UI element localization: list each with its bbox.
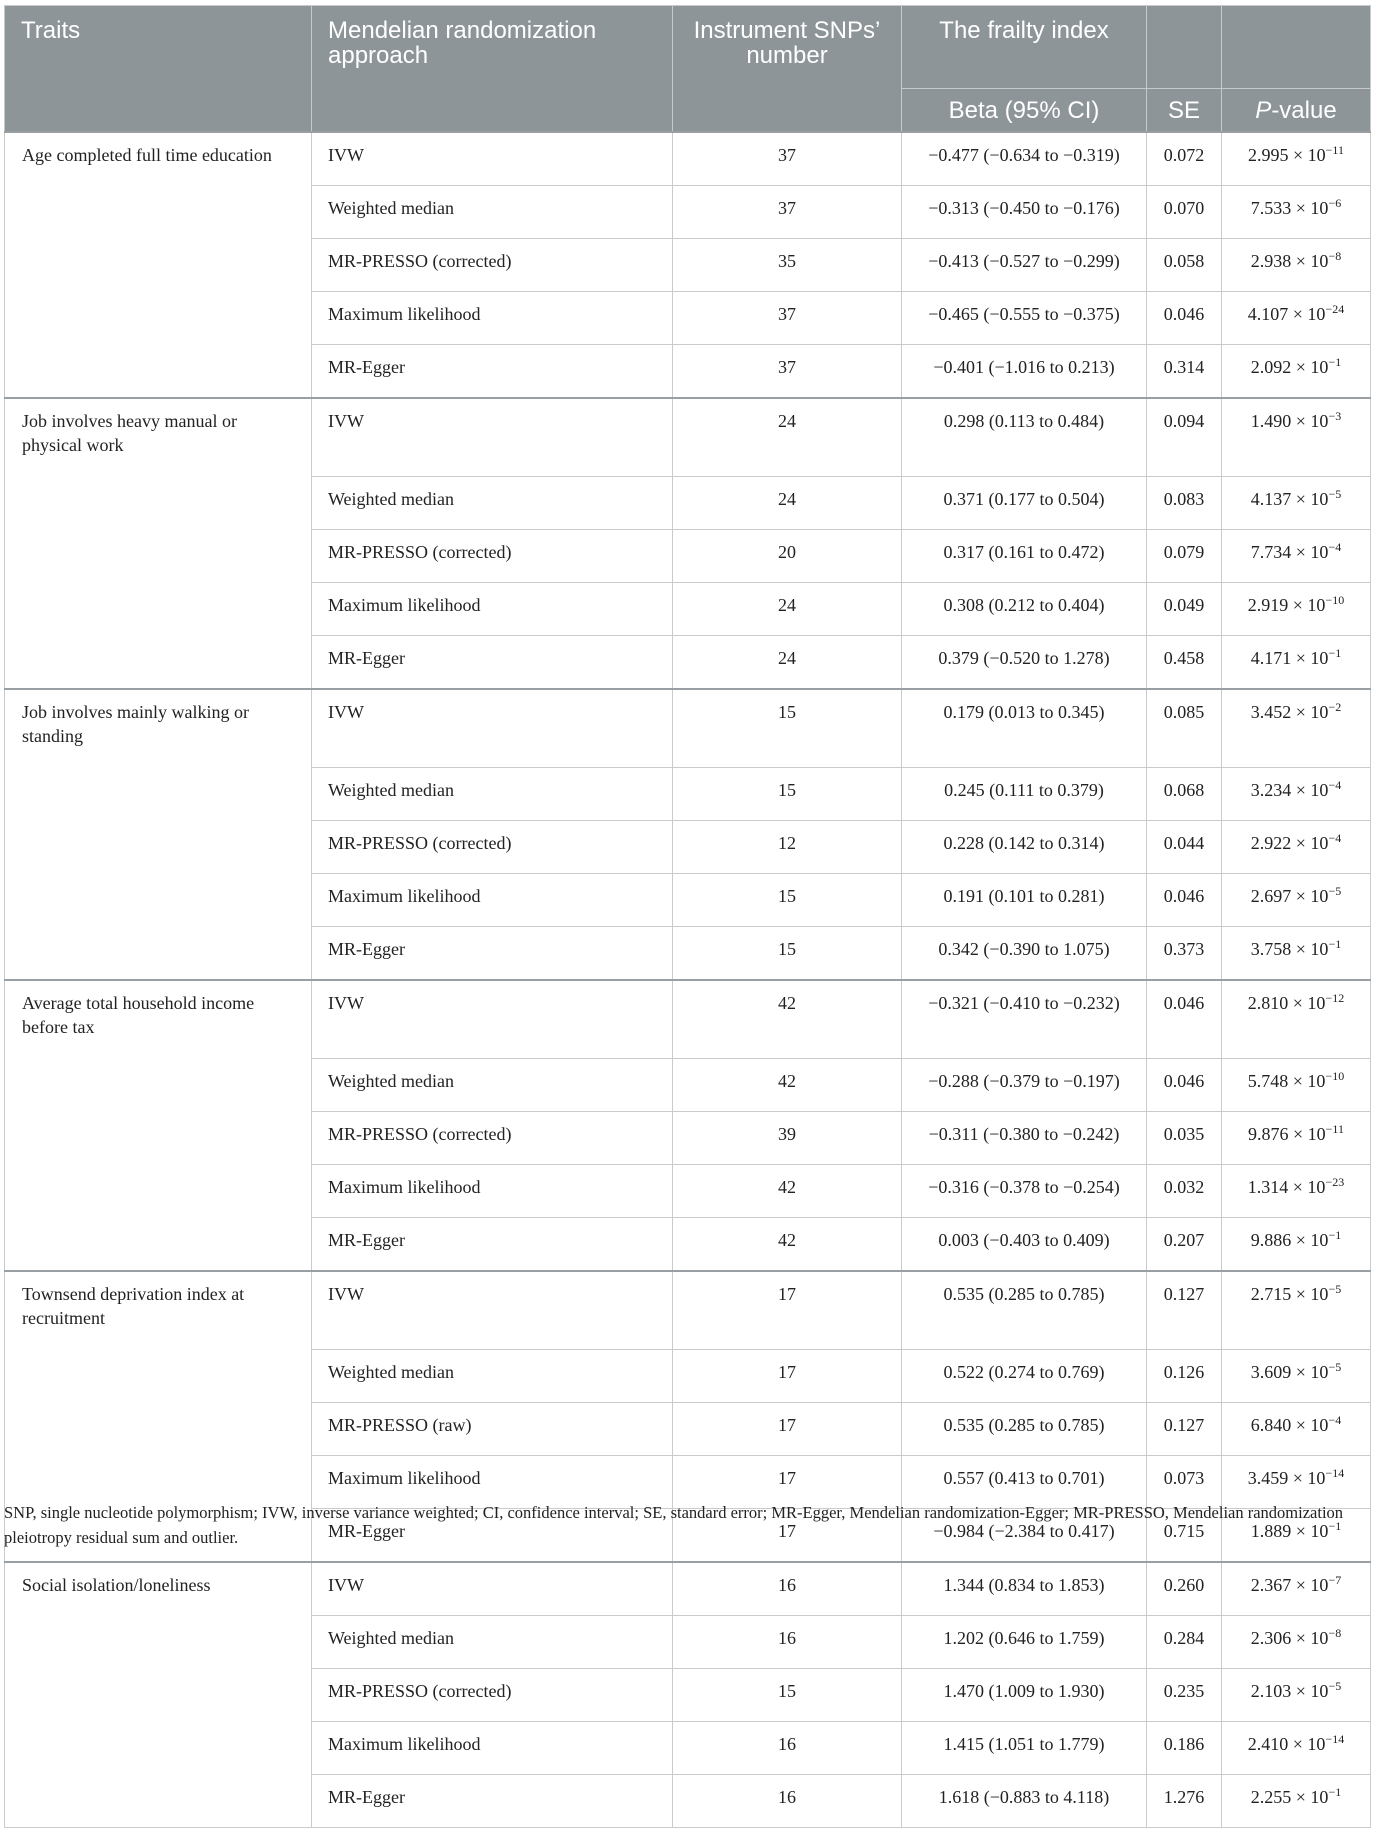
p-value-base: 1.490 × 10 [1250, 411, 1329, 431]
p-value-base: 3.609 × 10 [1250, 1362, 1329, 1382]
p-value-exponent: −8 [1328, 1626, 1342, 1640]
p-value-base: 1.314 × 10 [1247, 1177, 1326, 1197]
p-value-base: 2.697 × 10 [1250, 886, 1329, 906]
p-value-cell [1222, 239, 1371, 292]
p-value-base: 2.092 × 10 [1250, 357, 1329, 377]
p-value-cell [1222, 1669, 1371, 1722]
beta-ci-cell: 1.618 (−0.883 to 4.118) [902, 1775, 1147, 1828]
se-cell: 0.079 [1147, 530, 1222, 583]
p-value-cell [1222, 1271, 1371, 1350]
method-cell: Maximum likelihood [312, 1165, 673, 1218]
method-cell: Maximum likelihood [312, 874, 673, 927]
beta-ci-cell: 1.415 (1.051 to 1.779) [902, 1722, 1147, 1775]
method-cell: MR-PRESSO (corrected) [312, 821, 673, 874]
snp-count-cell: 37 [673, 186, 902, 239]
se-cell: 0.284 [1147, 1616, 1222, 1669]
header-p-rest: -value [1271, 96, 1337, 124]
method-cell: Weighted median [312, 1350, 673, 1403]
beta-ci-cell: −0.984 (−2.384 to 0.417) [902, 1509, 1147, 1563]
method-cell: MR-Egger [312, 927, 673, 981]
beta-ci-cell: 0.317 (0.161 to 0.472) [902, 530, 1147, 583]
p-value-cell [1222, 345, 1371, 399]
trait-cell: Townsend deprivation index at recruitment [5, 1271, 312, 1562]
trait-cell: Job involves mainly walking or standing [5, 689, 312, 980]
mr-results-table [4, 5, 1371, 1828]
p-value-exponent: −23 [1325, 1175, 1345, 1189]
p-value-cell [1222, 1722, 1371, 1775]
header-traits: Traits [5, 6, 312, 133]
beta-ci-cell: −0.465 (−0.555 to −0.375) [902, 292, 1147, 345]
se-cell: 0.035 [1147, 1112, 1222, 1165]
table-row [5, 1562, 1371, 1616]
p-value-base: 2.922 × 10 [1250, 833, 1329, 853]
beta-ci-cell: 1.470 (1.009 to 1.930) [902, 1669, 1147, 1722]
p-value-cell [1222, 980, 1371, 1059]
beta-ci-cell: −0.477 (−0.634 to −0.319) [902, 132, 1147, 186]
p-value-exponent: −4 [1328, 778, 1342, 792]
p-value-exponent: −1 [1328, 1785, 1342, 1799]
beta-ci-cell: −0.401 (−1.016 to 0.213) [902, 345, 1147, 399]
p-value-base: 7.533 × 10 [1250, 198, 1329, 218]
p-value-exponent: −1 [1328, 1228, 1342, 1242]
p-value-cell [1222, 1403, 1371, 1456]
beta-ci-cell: −0.316 (−0.378 to −0.254) [902, 1165, 1147, 1218]
snp-count-cell: 42 [673, 1165, 902, 1218]
p-value-exponent: −1 [1328, 646, 1342, 660]
snp-count-cell: 24 [673, 583, 902, 636]
p-value-base: 7.734 × 10 [1250, 542, 1329, 562]
p-value-cell [1222, 530, 1371, 583]
p-value-cell [1222, 927, 1371, 981]
p-value-exponent: −5 [1328, 1679, 1342, 1693]
snp-count-cell: 17 [673, 1456, 902, 1509]
snp-count-cell: 24 [673, 477, 902, 530]
p-value-exponent: −2 [1328, 700, 1342, 714]
p-value-cell [1222, 477, 1371, 530]
beta-ci-cell: 0.179 (0.013 to 0.345) [902, 689, 1147, 768]
se-cell: 0.072 [1147, 132, 1222, 186]
p-value-base: 2.410 × 10 [1247, 1734, 1326, 1754]
p-value-base: 2.810 × 10 [1247, 993, 1326, 1013]
beta-ci-cell: 0.003 (−0.403 to 0.409) [902, 1218, 1147, 1272]
method-cell: IVW [312, 398, 673, 477]
p-value-cell [1222, 1059, 1371, 1112]
p-value-exponent: −4 [1328, 540, 1342, 554]
p-value-base: 1.889 × 10 [1250, 1521, 1329, 1541]
p-value-exponent: −10 [1325, 593, 1345, 607]
se-cell: 0.126 [1147, 1350, 1222, 1403]
p-value-exponent: −12 [1325, 991, 1345, 1005]
beta-ci-cell: −0.311 (−0.380 to −0.242) [902, 1112, 1147, 1165]
se-cell: 0.070 [1147, 186, 1222, 239]
method-cell: MR-PRESSO (corrected) [312, 1112, 673, 1165]
p-value-cell [1222, 1775, 1371, 1828]
method-cell: IVW [312, 1562, 673, 1616]
snp-count-cell: 16 [673, 1722, 902, 1775]
p-value-exponent: −1 [1328, 937, 1342, 951]
p-value-base: 3.459 × 10 [1247, 1468, 1326, 1488]
se-cell: 0.186 [1147, 1722, 1222, 1775]
p-value-exponent: −14 [1325, 1732, 1345, 1746]
method-cell: MR-PRESSO (corrected) [312, 1669, 673, 1722]
p-value-exponent: −5 [1328, 487, 1342, 501]
p-value-cell [1222, 874, 1371, 927]
se-cell: 0.083 [1147, 477, 1222, 530]
se-cell: 0.260 [1147, 1562, 1222, 1616]
method-cell: MR-PRESSO (corrected) [312, 530, 673, 583]
snp-count-cell: 15 [673, 1669, 902, 1722]
se-cell: 0.715 [1147, 1509, 1222, 1563]
method-cell: Weighted median [312, 186, 673, 239]
p-value-base: 6.840 × 10 [1250, 1415, 1329, 1435]
snp-count-cell: 15 [673, 768, 902, 821]
p-value-cell [1222, 1350, 1371, 1403]
table-body [5, 132, 1371, 1828]
p-value-cell [1222, 1562, 1371, 1616]
se-cell: 0.046 [1147, 1059, 1222, 1112]
p-value-cell [1222, 1112, 1371, 1165]
se-cell: 0.049 [1147, 583, 1222, 636]
method-cell: Weighted median [312, 768, 673, 821]
snp-count-cell: 17 [673, 1403, 902, 1456]
method-cell: MR-Egger [312, 1509, 673, 1563]
beta-ci-cell: 0.191 (0.101 to 0.281) [902, 874, 1147, 927]
method-cell: Weighted median [312, 1059, 673, 1112]
se-cell: 1.276 [1147, 1775, 1222, 1828]
snp-count-cell: 15 [673, 689, 902, 768]
beta-ci-cell: 0.298 (0.113 to 0.484) [902, 398, 1147, 477]
se-cell: 0.046 [1147, 874, 1222, 927]
se-cell: 0.235 [1147, 1669, 1222, 1722]
p-value-base: 3.234 × 10 [1250, 780, 1329, 800]
p-value-base: 9.886 × 10 [1250, 1230, 1329, 1250]
method-cell: Maximum likelihood [312, 292, 673, 345]
results-table-container [4, 5, 1370, 1828]
p-value-base: 2.995 × 10 [1248, 145, 1326, 165]
p-value-exponent: −5 [1328, 1282, 1342, 1296]
header-snps: Instrument SNPs’ number [673, 6, 902, 133]
header-frailty-index: The frailty index [902, 6, 1147, 89]
method-cell: MR-PRESSO (raw) [312, 1403, 673, 1456]
p-value-exponent: −7 [1328, 1573, 1342, 1587]
method-cell: IVW [312, 689, 673, 768]
snp-count-cell: 37 [673, 292, 902, 345]
p-value-exponent: −3 [1328, 409, 1342, 423]
method-cell: MR-Egger [312, 636, 673, 690]
trait-cell: Social isolation/loneliness [5, 1562, 312, 1828]
beta-ci-cell: 0.245 (0.111 to 0.379) [902, 768, 1147, 821]
p-value-base: 5.748 × 10 [1247, 1071, 1326, 1091]
table-row [5, 980, 1371, 1059]
table-row [5, 689, 1371, 768]
p-value-exponent: −10 [1325, 1069, 1345, 1083]
se-cell: 0.373 [1147, 927, 1222, 981]
p-value-exponent: −14 [1325, 1466, 1345, 1480]
se-cell: 0.085 [1147, 689, 1222, 768]
p-value-cell [1222, 689, 1371, 768]
p-value-exponent: −8 [1328, 249, 1342, 263]
trait-cell: Job involves heavy manual or physical work [5, 398, 312, 689]
se-cell: 0.058 [1147, 239, 1222, 292]
trait-cell: Average total household income before tax [5, 980, 312, 1271]
method-cell: Maximum likelihood [312, 1456, 673, 1509]
beta-ci-cell: 0.535 (0.285 to 0.785) [902, 1403, 1147, 1456]
p-value-exponent: −1 [1328, 1519, 1342, 1533]
p-value-base: 2.367 × 10 [1250, 1575, 1329, 1595]
snp-count-cell: 42 [673, 1059, 902, 1112]
p-value-exponent: −5 [1328, 1360, 1342, 1374]
p-value-cell [1222, 132, 1371, 186]
snp-count-cell: 12 [673, 821, 902, 874]
beta-ci-cell: 0.379 (−0.520 to 1.278) [902, 636, 1147, 690]
beta-ci-cell: 0.308 (0.212 to 0.404) [902, 583, 1147, 636]
p-value-base: 3.758 × 10 [1250, 939, 1329, 959]
method-cell: Weighted median [312, 477, 673, 530]
p-value-cell [1222, 1218, 1371, 1272]
table-footnote: SNP, single nucleotide polymorphism; IVW, inverse variance weighted; CI, confidence interval; SE, standard error; MR-Egger, Mendelian randomization-Egger; MR-PRESSO, Mendelian randomization pleiotropy residual sum and outlier. [4, 1503, 1344, 1547]
se-cell: 0.314 [1147, 345, 1222, 399]
beta-ci-cell: 0.557 (0.413 to 0.701) [902, 1456, 1147, 1509]
method-cell: MR-Egger [312, 1218, 673, 1272]
p-value-cell [1222, 583, 1371, 636]
snp-count-cell: 39 [673, 1112, 902, 1165]
se-cell: 0.032 [1147, 1165, 1222, 1218]
se-cell: 0.073 [1147, 1456, 1222, 1509]
se-cell: 0.127 [1147, 1403, 1222, 1456]
header-method: Mendelian randomization approach [312, 6, 673, 133]
se-cell: 0.046 [1147, 292, 1222, 345]
snp-count-cell: 37 [673, 132, 902, 186]
p-value-cell [1222, 1616, 1371, 1669]
table-row [5, 1271, 1371, 1350]
snp-count-cell: 15 [673, 927, 902, 981]
snp-count-cell: 17 [673, 1509, 902, 1563]
p-value-base: 2.938 × 10 [1250, 251, 1329, 271]
p-value-base: 2.103 × 10 [1250, 1681, 1329, 1701]
method-cell: IVW [312, 132, 673, 186]
p-value-cell [1222, 768, 1371, 821]
p-value-base: 2.919 × 10 [1247, 595, 1326, 615]
beta-ci-cell: −0.313 (−0.450 to −0.176) [902, 186, 1147, 239]
snp-count-cell: 37 [673, 345, 902, 399]
method-cell: Maximum likelihood [312, 1722, 673, 1775]
beta-ci-cell: −0.288 (−0.379 to −0.197) [902, 1059, 1147, 1112]
beta-ci-cell: −0.413 (−0.527 to −0.299) [902, 239, 1147, 292]
method-cell: MR-Egger [312, 1775, 673, 1828]
beta-ci-cell: 1.344 (0.834 to 1.853) [902, 1562, 1147, 1616]
p-value-base: 2.255 × 10 [1250, 1787, 1329, 1807]
beta-ci-cell: 0.371 (0.177 to 0.504) [902, 477, 1147, 530]
beta-ci-cell: 0.522 (0.274 to 0.769) [902, 1350, 1147, 1403]
snp-count-cell: 16 [673, 1775, 902, 1828]
snp-count-cell: 17 [673, 1350, 902, 1403]
header-blank-se [1147, 6, 1222, 89]
p-value-base: 2.715 × 10 [1250, 1284, 1329, 1304]
p-value-exponent: −5 [1328, 884, 1342, 898]
p-value-exponent: −4 [1328, 831, 1342, 845]
method-cell: Weighted median [312, 1616, 673, 1669]
table-row [5, 132, 1371, 186]
header-beta: Beta (95% CI) [902, 89, 1147, 133]
p-value-cell [1222, 186, 1371, 239]
method-cell: IVW [312, 980, 673, 1059]
snp-count-cell: 20 [673, 530, 902, 583]
p-value-exponent: −6 [1328, 196, 1342, 210]
beta-ci-cell: 0.535 (0.285 to 0.785) [902, 1271, 1147, 1350]
se-cell: 0.094 [1147, 398, 1222, 477]
snp-count-cell: 42 [673, 980, 902, 1059]
se-cell: 0.127 [1147, 1271, 1222, 1350]
method-cell: MR-PRESSO (corrected) [312, 239, 673, 292]
p-value-base: 4.137 × 10 [1250, 489, 1329, 509]
p-value-cell [1222, 821, 1371, 874]
snp-count-cell: 17 [673, 1271, 902, 1350]
snp-count-cell: 24 [673, 636, 902, 690]
p-value-base: 4.171 × 10 [1250, 648, 1329, 668]
p-value-exponent: −11 [1325, 1122, 1344, 1136]
p-value-base: 9.876 × 10 [1248, 1124, 1326, 1144]
table-row [5, 398, 1371, 477]
snp-count-cell: 16 [673, 1562, 902, 1616]
p-value-cell [1222, 398, 1371, 477]
p-value-base: 4.107 × 10 [1247, 304, 1326, 324]
p-value-base: 3.452 × 10 [1250, 702, 1329, 722]
p-value-cell [1222, 636, 1371, 690]
header-p-value [1222, 89, 1371, 133]
beta-ci-cell: 0.342 (−0.390 to 1.075) [902, 927, 1147, 981]
p-value-exponent: −24 [1325, 302, 1345, 316]
beta-ci-cell: −0.321 (−0.410 to −0.232) [902, 980, 1147, 1059]
method-cell: Maximum likelihood [312, 583, 673, 636]
method-cell: IVW [312, 1271, 673, 1350]
se-cell: 0.068 [1147, 768, 1222, 821]
snp-count-cell: 35 [673, 239, 902, 292]
se-cell: 0.046 [1147, 980, 1222, 1059]
se-cell: 0.207 [1147, 1218, 1222, 1272]
p-value-exponent: −11 [1325, 143, 1344, 157]
header-se: SE [1147, 89, 1222, 133]
snp-count-cell: 15 [673, 874, 902, 927]
p-value-exponent: −4 [1328, 1413, 1342, 1427]
beta-ci-cell: 1.202 (0.646 to 1.759) [902, 1616, 1147, 1669]
table-header [5, 6, 1371, 133]
p-value-exponent: −1 [1328, 355, 1342, 369]
p-value-cell [1222, 292, 1371, 345]
snp-count-cell: 24 [673, 398, 902, 477]
se-cell: 0.458 [1147, 636, 1222, 690]
snp-count-cell: 16 [673, 1616, 902, 1669]
header-blank-p [1222, 6, 1371, 89]
p-value-base: 2.306 × 10 [1250, 1628, 1329, 1648]
header-p-italic: P [1255, 96, 1272, 124]
p-value-cell [1222, 1165, 1371, 1218]
se-cell: 0.044 [1147, 821, 1222, 874]
snp-count-cell: 42 [673, 1218, 902, 1272]
trait-cell: Age completed full time education [5, 132, 312, 398]
beta-ci-cell: 0.228 (0.142 to 0.314) [902, 821, 1147, 874]
method-cell: MR-Egger [312, 345, 673, 399]
